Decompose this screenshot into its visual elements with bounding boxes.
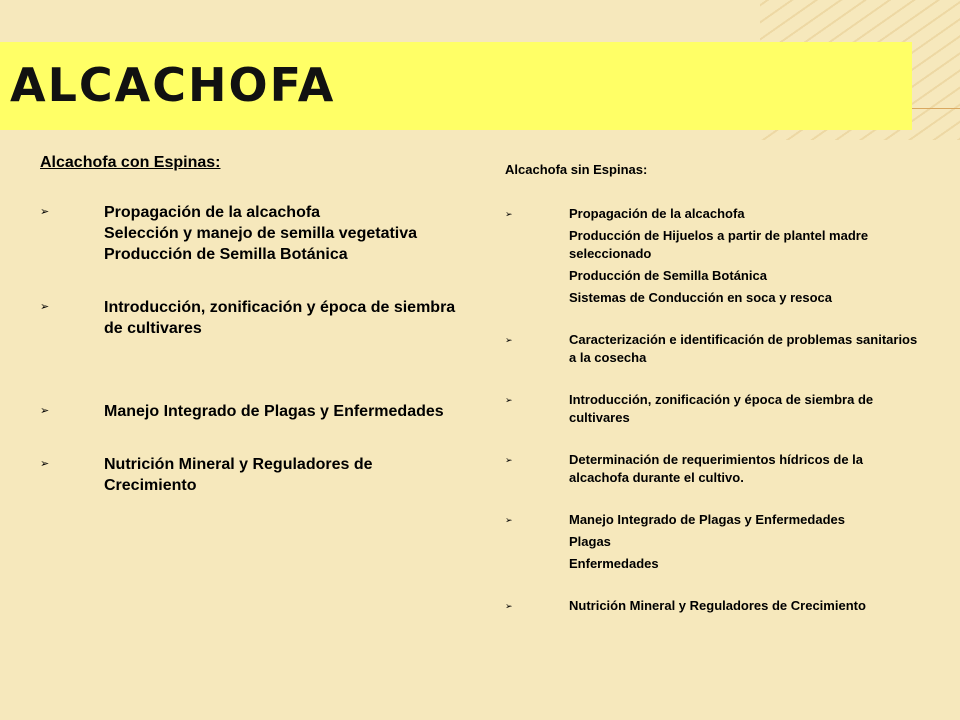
list-item bbox=[505, 597, 925, 615]
list-item bbox=[505, 331, 925, 367]
list-item bbox=[505, 391, 925, 427]
list-item bbox=[505, 511, 925, 573]
right-column-heading: Alcachofa sin Espinas: bbox=[505, 162, 648, 177]
item-line: Manejo Integrado de Plagas y Enfermedades bbox=[569, 512, 845, 527]
item-line: Enfermedades bbox=[569, 556, 659, 571]
decorative-line bbox=[912, 108, 960, 109]
right-column bbox=[505, 162, 925, 639]
item-line: Determinación de requerimientos hídricos de la alcachofa durante el cultivo. bbox=[569, 452, 864, 485]
list-item bbox=[40, 454, 460, 496]
item-line: Nutrición Mineral y Reguladores de Crecimiento bbox=[569, 598, 866, 613]
arrow-bullet-icon: ➢ bbox=[40, 301, 50, 313]
list-item bbox=[505, 451, 925, 487]
list-item bbox=[40, 401, 460, 422]
arrow-bullet-icon: ➢ bbox=[505, 335, 513, 345]
arrow-bullet-icon: ➢ bbox=[505, 455, 513, 465]
item-line: Nutrición Mineral y Reguladores de Crecimiento bbox=[104, 456, 373, 494]
item-line: Introducción, zonificación y época de siembra de cultivares bbox=[104, 299, 456, 337]
arrow-bullet-icon: ➢ bbox=[505, 515, 513, 525]
arrow-bullet-icon: ➢ bbox=[505, 395, 513, 405]
item-line: Producción de Semilla Botánica bbox=[104, 246, 348, 263]
arrow-bullet-icon: ➢ bbox=[505, 209, 513, 219]
item-line: Propagación de la alcachofa bbox=[569, 206, 745, 221]
item-line: Manejo Integrado de Plagas y Enfermedades bbox=[104, 403, 444, 420]
title-band bbox=[0, 42, 912, 130]
item-line: Selección y manejo de semilla vegetativa bbox=[104, 225, 418, 242]
slide-title: ALCACHOFA bbox=[10, 58, 336, 112]
item-line: Sistemas de Conducción en soca y resoca bbox=[569, 290, 832, 305]
list-item bbox=[40, 202, 460, 265]
left-column bbox=[40, 154, 460, 496]
arrow-bullet-icon: ➢ bbox=[40, 458, 50, 470]
item-line: Plagas bbox=[569, 534, 611, 549]
item-line: Producción de Hijuelos a partir de plantel madre seleccionado bbox=[569, 228, 869, 261]
item-line: Introducción, zonificación y época de siembra de cultivares bbox=[569, 392, 874, 425]
arrow-bullet-icon: ➢ bbox=[505, 601, 513, 611]
arrow-bullet-icon: ➢ bbox=[40, 405, 50, 417]
item-line: Caracterización e identificación de problemas sanitarios a la cosecha bbox=[569, 332, 918, 365]
item-line: Propagación de la alcachofa bbox=[104, 204, 321, 221]
left-column-heading: Alcachofa con Espinas: bbox=[40, 154, 221, 171]
arrow-bullet-icon: ➢ bbox=[40, 206, 50, 218]
list-item bbox=[505, 205, 925, 307]
item-line: Producción de Semilla Botánica bbox=[569, 268, 767, 283]
list-item bbox=[40, 297, 460, 339]
